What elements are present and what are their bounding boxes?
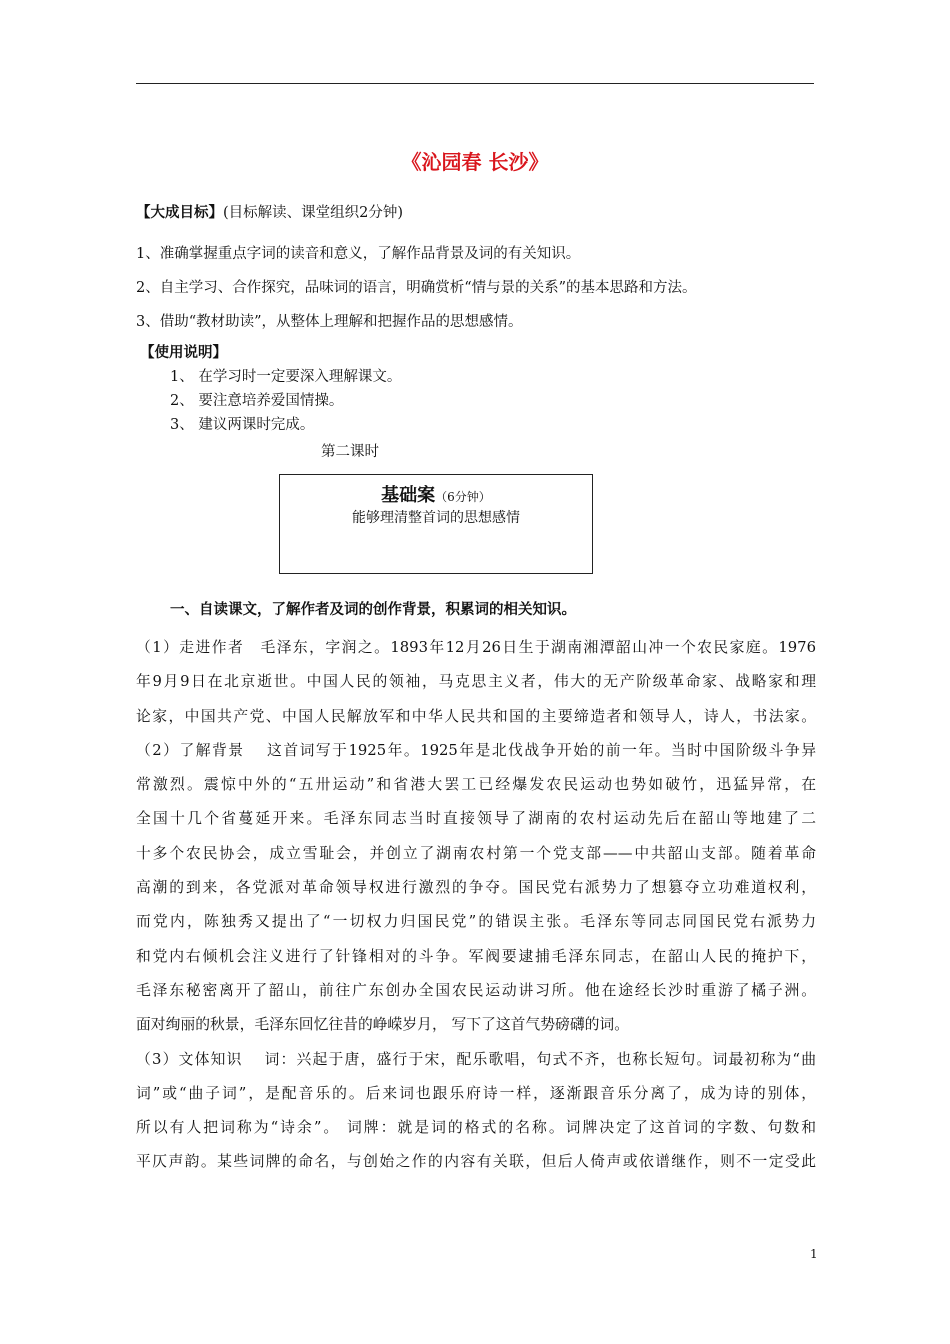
paragraph-line: 所以有人把词称为“诗余”。 词牌：就是词的格式的名称。词牌决定了这首词的字数、句数和 — [136, 1119, 816, 1137]
session-label: 第二课时 — [321, 444, 379, 460]
usage-heading: 【使用说明】 — [140, 345, 227, 361]
goal-item: 2、自主学习、合作探究，品味词的语言，明确赏析“情与景的关系”的基本思路和方法。 — [136, 280, 697, 296]
paragraph-line: 论家，中国共产党、中国人民解放军和中华人民共和国的主要缔造者和领导人，诗人，书法家。 — [136, 707, 816, 725]
paragraph-line: （1）走进作者 毛泽东，字润之。1893年12月26日生于湖南湘潭韶山冲一个农民家庭。1976 — [136, 639, 816, 656]
paragraph-line: 常激烈。震惊中外的“五卅运动”和省港大罢工已经爆发农民运动也势如破竹，迅猛异常，在 — [136, 776, 816, 794]
paragraph-line: 和党内右倾机会注义进行了针锋相对的斗争。军阀要逮捕毛泽东同志，在韶山人民的掩护下， — [136, 947, 816, 965]
body-paragraphs — [136, 631, 816, 1180]
usage-item: 1、 在学习时一定要深入理解课文。 — [170, 369, 402, 385]
goal-item: 1、准确掌握重点字词的读音和意义，了解作品背景及词的有关知识。 — [136, 246, 581, 262]
usage-item: 2、 要注意培养爱国情操。 — [170, 393, 344, 409]
paragraph-line: 毛泽东秘密离开了韶山，前往广东创办全国农民运动讲习所。他在途经长沙时重游了橘子洲。 — [136, 981, 816, 999]
goals-heading-note: (目标解读、课堂组织2分钟) — [223, 205, 404, 221]
paragraph-line: 平仄声韵。某些词牌的命名，与创始之作的内容有关联，但后人倚声或依谱继作，则不一定受此 — [136, 1153, 816, 1171]
paragraph-line: 面对绚丽的秋景，毛泽东回忆往昔的峥嵘岁月， 写下了这首气势磅礴的词。 — [136, 1016, 630, 1034]
goals-heading: 【大成目标】 — [136, 205, 223, 221]
paragraph-line: （2）了解背景 这首词写于1925年。1925年是北伐战争开始的前一年。当时中国阶级斗争异 — [136, 741, 816, 759]
paragraph-line: 而党内，陈独秀又提出了“一切权力归国民党”的错误主张。毛泽东等同志同国民党右派势力 — [136, 913, 816, 931]
paragraph-line: 年9月9日在北京逝世。中国人民的领袖，马克思主义者，伟大的无产阶级革命家、战略家和理 — [136, 673, 816, 691]
page-number: 1 — [810, 1247, 818, 1261]
basic-plan-title: 基础案 — [381, 485, 436, 506]
section-heading: 一、自读课文，了解作者及词的创作背景，积累词的相关知识。 — [170, 602, 576, 618]
basic-plan-box — [279, 474, 593, 574]
goals-heading-line — [136, 201, 403, 222]
paragraph-line: 全国十几个省蔓延开来。毛泽东同志当时直接领导了湖南的农村运动先后在韶山等地建了二 — [136, 810, 816, 828]
paragraph-line: 十多个农民协会，成立雪耻会，并创立了湖南农村第一个党支部——中共韶山支部。随着革命 — [136, 844, 816, 862]
basic-plan-title-line — [280, 481, 592, 507]
basic-plan-time: （6分钟） — [435, 490, 491, 504]
header-rule — [136, 83, 814, 84]
usage-item: 3、 建议两课时完成。 — [170, 417, 315, 433]
goal-item: 3、借助“教材助读”，从整体上理解和把握作品的思想感情。 — [136, 314, 523, 330]
paragraph-line: （3）文体知识 词：兴起于唐，盛行于宋，配乐歌唱，句式不齐，也称长短句。词最初称为“曲 — [136, 1050, 816, 1068]
document-title: 《沁园春 长沙》 — [401, 150, 549, 174]
basic-plan-subtitle: 能够理清整首词的思想感情 — [352, 510, 520, 526]
paragraph-line: 高潮的到来，各党派对革命领导权进行激烈的争夺。国民党右派势力了想篡夺立功难道权利， — [136, 879, 816, 897]
paragraph-line: 词”或“曲子词”，是配音乐的。后来词也跟乐府诗一样，逐渐跟音乐分离了，成为诗的别体， — [136, 1084, 816, 1102]
